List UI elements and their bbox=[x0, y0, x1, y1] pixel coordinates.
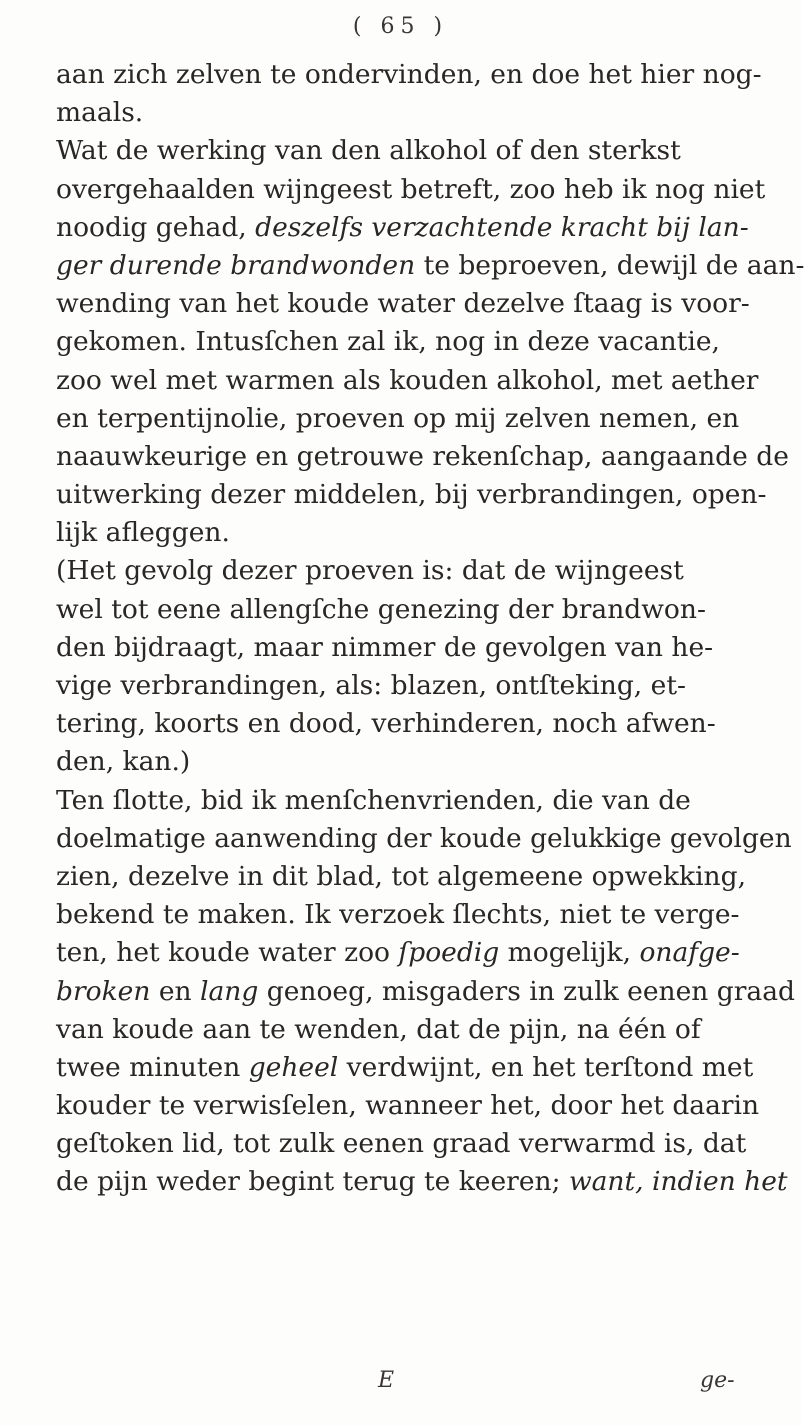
text-line: Wat de werking van den alkohol of den sterkst bbox=[56, 135, 681, 167]
text-line: (Het gevolg dezer proeven is: dat de wijngeest bbox=[56, 555, 684, 587]
catchword: ge- bbox=[700, 1368, 735, 1393]
text-line: doelmatige aanwending der koude gelukkige gevolgen bbox=[56, 822, 792, 854]
text-line: ger durende brandwonden te beproeven, dewijl de aan- bbox=[56, 249, 804, 281]
text-line: de pijn weder begint terug te keeren; want, indien het bbox=[56, 1166, 788, 1198]
text-line: den bijdraagt, maar nimmer de gevolgen van he- bbox=[56, 631, 714, 663]
text-line: tering, koorts en dood, verhinderen, noch afwen- bbox=[56, 708, 716, 740]
page-footer bbox=[0, 1368, 801, 1404]
text-line: ten, het koude water zoo ſpoedig mogelijk, onafge- bbox=[56, 937, 740, 969]
text-line: noodig gehad, deszelfs verzachtende kracht bij lan- bbox=[56, 211, 749, 243]
text-line: uitwerking dezer middelen, bij verbrandingen, open- bbox=[56, 479, 767, 511]
text-line: kouder te verwisſelen, wanneer het, door het daarin bbox=[56, 1090, 760, 1122]
text-line: overgehaalden wijngeest betreft, zoo heb ik nog niet bbox=[56, 173, 766, 205]
text-line: Ten ſlotte, bid ik menſchenvrienden, die van de bbox=[56, 784, 691, 816]
text-line: van koude aan te wenden, dat de pijn, na één of bbox=[56, 1013, 701, 1045]
text-line: den, kan.) bbox=[56, 746, 191, 778]
text-line: wending van het koude water dezelve ſtaag is voor- bbox=[56, 288, 750, 320]
body-text bbox=[56, 56, 804, 1202]
text-line: twee minuten geheel verdwijnt, en het terſtond met bbox=[56, 1051, 754, 1083]
text-line: maals. bbox=[56, 97, 144, 129]
page-number: ( 65 ) bbox=[352, 14, 449, 39]
text-line: aan zich zelven te ondervinden, en doe het hier nog- bbox=[56, 59, 762, 90]
text-line: lijk afleggen. bbox=[56, 517, 230, 549]
text-line: zoo wel met warmen als kouden alkohol, met aether bbox=[56, 364, 759, 396]
text-line: naauwkeurige en getrouwe rekenſchap, aangaande de bbox=[56, 440, 789, 472]
text-line: en terpentijnolie, proeven op mij zelven nemen, en bbox=[56, 402, 740, 434]
text-line: vige verbrandingen, als: blazen, ontſteking, et- bbox=[56, 670, 686, 701]
text-line: zien, dezelve in dit blad, tot algemeene opwekking, bbox=[56, 860, 746, 892]
text-line: geſtoken lid, tot zulk eenen graad verwarmd is, dat bbox=[56, 1128, 747, 1160]
text-line: wel tot eene allengſche genezing der brandwon- bbox=[56, 593, 706, 625]
text-line: broken en lang genoeg, misgaders in zulk eenen graad bbox=[56, 975, 795, 1007]
signature-mark: E bbox=[378, 1368, 395, 1393]
text-line: gekomen. Intusſchen zal ik, nog in deze vacantie, bbox=[56, 326, 720, 358]
text-line: bekend te maken. Ik verzoek ſlechts, niet te verge- bbox=[56, 899, 740, 931]
